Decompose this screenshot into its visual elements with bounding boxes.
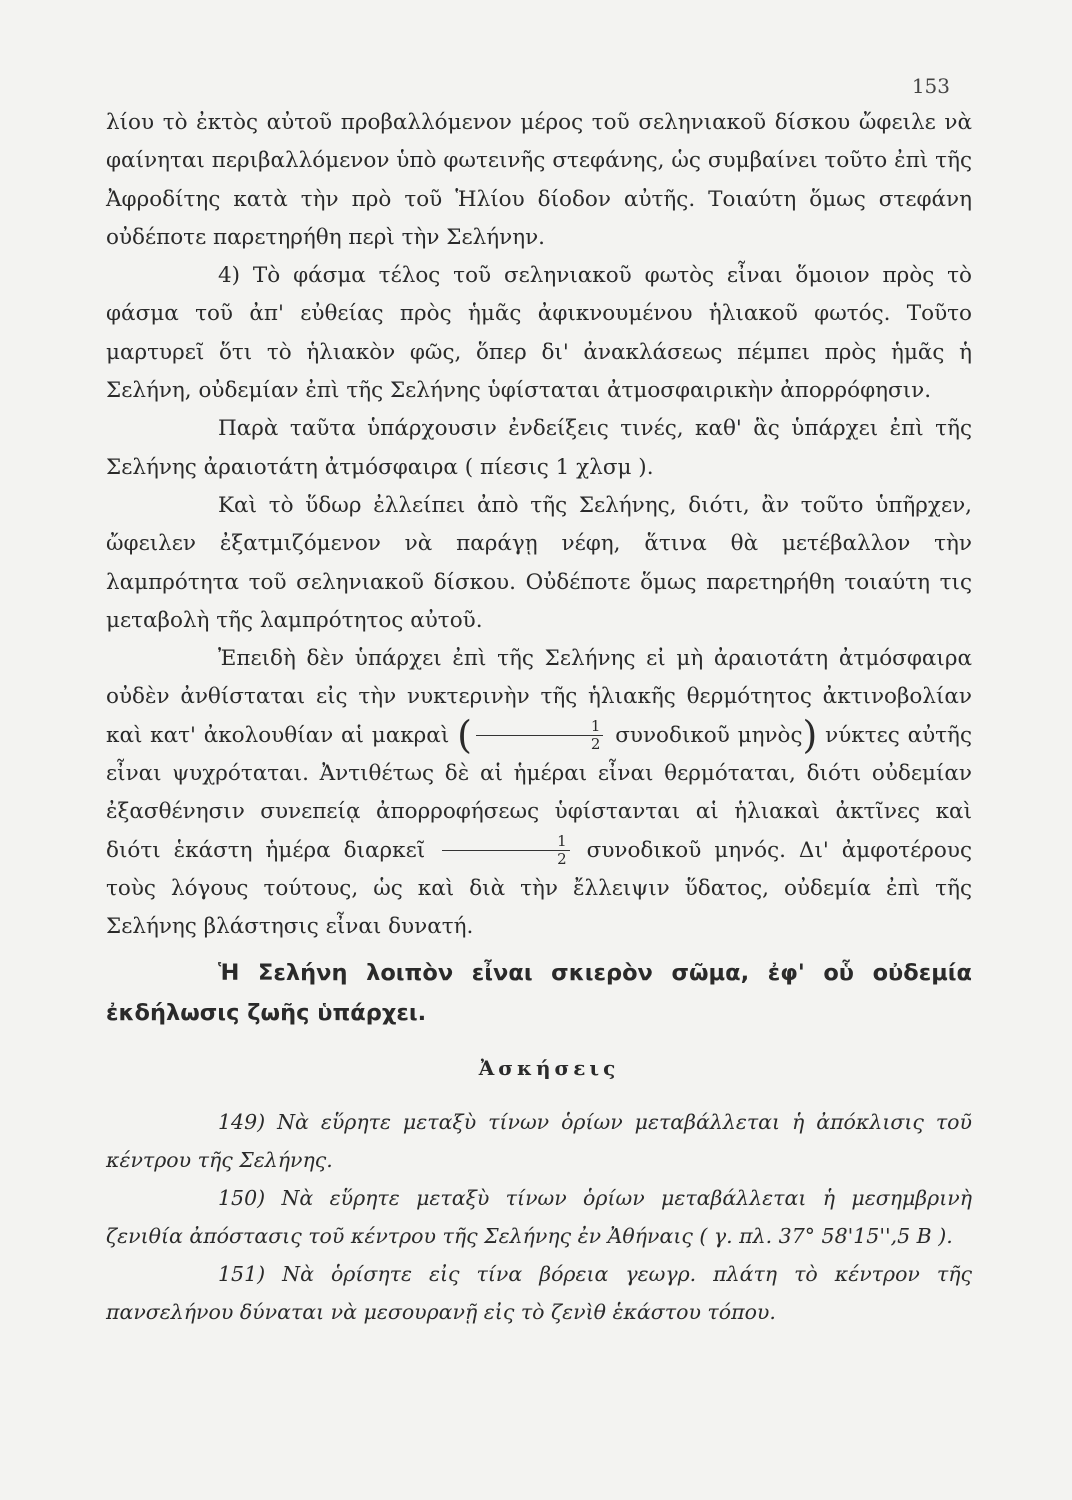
paren-close: ) (802, 712, 818, 757)
exercise-151 (106, 1255, 972, 1331)
exercise-text: Νὰ εὕρητε μεταξὺ τίνων ὁρίων μεταβάλλεται ἡ ἀπόκλισις τοῦ κέντρου τῆς Σελήνης. (106, 1109, 972, 1172)
exercises-title: Ἀσκήσεις (478, 1055, 620, 1080)
exercise-number: 149) (218, 1109, 266, 1134)
paragraph-continued: λίου τὸ ἐκτὸς αὐτοῦ προβαλλόμενον μέρος τοῦ σεληνιακοῦ δίσκου ὤφειλε νὰ φαίνηται περιβαλλόμενον ὑπὸ φωτεινῆς στεφάνης, ὡς συμβαίνει τοῦτο ἐπὶ τῆς Ἀφροδίτης κατὰ τὴν πρὸ τοῦ Ἡλίου δίοδον αὐτῆς. Τοιαύτη ὅμως στεφάνη οὐδέποτε παρετηρήθη περὶ τὴν Σελήνην. (106, 110, 972, 250)
fraction-denominator: 2 (590, 735, 601, 754)
body-text (106, 104, 972, 1331)
temperature-text-b: συνοδικοῦ μηνὸς (615, 722, 803, 748)
fraction-denominator: 2 (557, 850, 567, 869)
paragraph-water: Καὶ τὸ ὕδωρ ἐλλείπει ἀπὸ τῆς Σελήνης, διότι, ἂν τοῦτο ὑπῆρχεν, ὤφειλεν ἐξατμιζόμενον νὰ παράγῃ νέφη, ἅτινα θὰ μετέβαλλον τὴν λαμπρότητα τοῦ σεληνιακοῦ δίσκου. Οὐδέποτε ὅμως παρετηρήθη τοιαύτη τις μεταβολὴ τῆς λαμπρότητος αὐτοῦ. (106, 492, 972, 633)
paragraph-spectrum: 4) Τὸ φάσμα τέλος τοῦ σεληνιακοῦ φωτὸς εἶναι ὅμοιον πρὸς τὸ φάσμα τοῦ ἀπ' εὐθείας πρὸς ἡμᾶς ἀφικνουμένου ἡλιακοῦ φωτός. Τοῦτο μαρτυρεῖ ὅτι τὸ ἡλιακὸν φῶς, ὅπερ δι' ἀνακλάσεως πέμπει πρὸς ἡμᾶς ἡ Σελήνη, οὐδεμίαν ἐπὶ τῆς Σελήνης ὑφίσταται ἀτμοσφαιρικὴν ἀπορρόφησιν. (106, 263, 972, 404)
exercise-text: Νὰ εὕρητε μεταξὺ τίνων ὁρίων μεταβάλλεται ἡ μεσημβρινὴ ζενιθία ἀπόστασις τοῦ κέντρου τῆς Σελήνης ἐν Ἀθήναις ( γ. πλ. 37° 58'15'',5 Β ). (106, 1185, 972, 1248)
fraction-numerator: 1 (476, 718, 604, 736)
temperature-text-d: συνοδικοῦ μηνός. Δι' ἀμφοτέρους τοὺς λόγους τούτους, ὡς καὶ διὰ τὴν ἔλλειψιν ὕδατος, οὐδεμία ἐπὶ τῆς Σελήνης βλάστησις εἶναι δυνατή. (106, 837, 972, 940)
paragraph-atmosphere: Παρὰ ταῦτα ὑπάρχουσιν ἐνδείξεις τινές, καθ' ἃς ὑπάρχει ἐπὶ τῆς Σελήνης ἀραιοτάτη ἀτμόσφαιρα ( πίεσις 1 χλσμ ). (106, 416, 972, 480)
fraction-one-half-2 (442, 833, 570, 868)
fraction-one-half (476, 718, 604, 753)
exercise-number: 151) (218, 1261, 266, 1286)
fraction-numerator: 1 (442, 833, 570, 851)
paragraph-temperature (106, 640, 972, 946)
exercise-text: Νὰ ὁρίσητε εἰς τίνα βόρεια γεωγρ. πλάτη τὸ κέντρον τῆς πανσελήνου δύναται νὰ μεσουρανῇ εἰς τὸ ζενὶθ ἑκάστου τόπου. (106, 1261, 972, 1324)
temperature-text-c: νύκτες αὐτῆς εἶναι ψυχρόταται. Ἀντιθέτως δὲ αἱ ἡμέραι εἶναι θερμόταται, διότι οὐδεμίαν ἐξασθένησιν συνεπείᾳ ἀπορροφήσεως ὑφίστανται αἱ ἡλιακαὶ ἀκτῖνες καὶ διότι ἑκάστη ἡμέρα διαρκεῖ (106, 722, 972, 863)
temperature-text-a: Ἐπειδὴ δὲν ὑπάρχει ἐπὶ τῆς Σελήνης εἰ μὴ ἀραιοτάτη ἀτμόσφαιρα οὐδὲν ἀνθίσταται εἰς τὴν νυκτερινὴν τῆς ἡλιακῆς θερμότητος ἀκτινοβολίαν καὶ κατ' ἀκολουθίαν αἱ μακραὶ (106, 646, 972, 748)
page-number: 153 (911, 74, 950, 98)
exercise-150 (106, 1179, 972, 1255)
paren-open: ( (457, 712, 472, 757)
exercise-149 (106, 1103, 972, 1179)
exercise-number: 150) (218, 1185, 266, 1210)
conclusion: Ἡ Σελήνη λοιπὸν εἶναι σκιερὸν σῶμα, ἐφ' οὗ οὐδεμία ἐκδήλωσις ζωῆς ὑπάρχει. (106, 959, 972, 1026)
